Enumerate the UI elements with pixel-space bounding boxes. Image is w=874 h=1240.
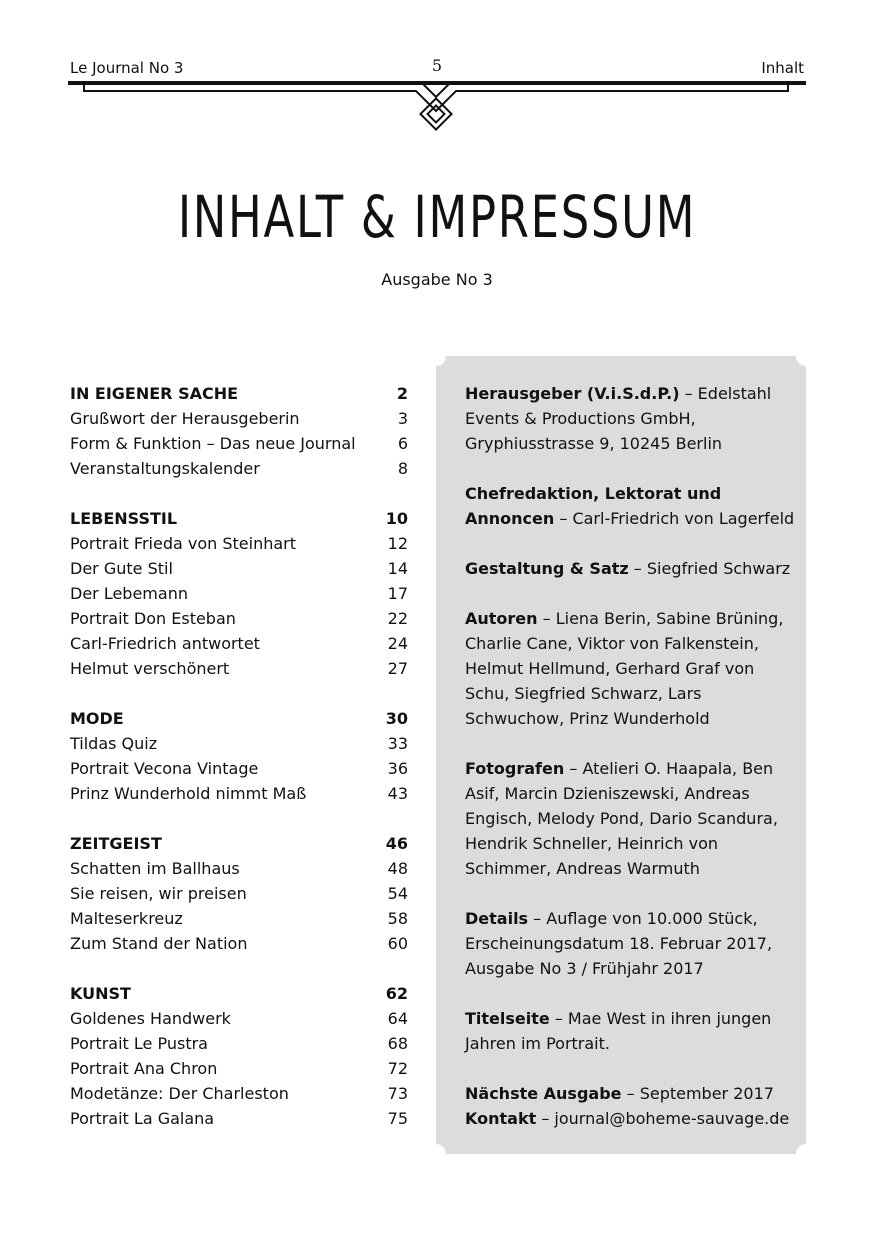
issue-subtitle: Ausgabe No 3 <box>381 270 493 289</box>
toc-section-heading <box>70 831 408 856</box>
toc-page-number: 27 <box>387 659 408 678</box>
toc-entry <box>70 1081 408 1106</box>
toc-label: Portrait Don Esteban <box>70 609 236 628</box>
running-header-left: Le Journal No 3 <box>70 59 184 77</box>
impressum-naechste-ausgabe: Nächste Ausgabe – September 2017 <box>465 1084 774 1103</box>
toc-page-number: 30 <box>385 709 408 728</box>
toc-entry <box>70 431 408 456</box>
impressum-autoren: Autoren – Liena Berin, Sabine Brüning, Charlie Cane, Viktor von Falkenstein, Helmut Hellmund, Gerhard Graf von Schu, Siegfried Schwarz, Lars Schwuchow, Prinz Wunderhold <box>465 609 784 728</box>
toc-label: Helmut verschönert <box>70 659 230 678</box>
impressum-details: Details – Auflage von 10.000 Stück, Erscheinungsdatum 18. Februar 2017, Ausgabe No 3 / Frühjahr 2017 <box>465 909 773 978</box>
toc-label: Modetänze: Der Charleston <box>70 1084 289 1103</box>
toc-entry <box>70 1006 408 1031</box>
toc-page-number: 17 <box>387 584 408 603</box>
toc-page-number: 58 <box>387 909 408 928</box>
toc-label: ZEITGEIST <box>70 834 162 853</box>
toc-entry <box>70 531 408 556</box>
toc-label: Zum Stand der Nation <box>70 934 248 953</box>
toc-entry <box>70 606 408 631</box>
toc-entry <box>70 1031 408 1056</box>
impressum-fotografen: Fotografen – Atelieri O. Haapala, Ben Asif, Marcin Dzieniszewski, Andreas Engisch, Melody Pond, Dario Scandura, Hendrik Schneller, Heinrich von Schimmer, Andreas Warmuth <box>465 759 778 878</box>
toc-page-number: 36 <box>387 759 408 778</box>
toc-label: Portrait Vecona Vintage <box>70 759 259 778</box>
toc-entry <box>70 456 408 481</box>
toc-entry <box>70 556 408 581</box>
toc-label: IN EIGENER SACHE <box>70 384 239 403</box>
toc-page-number: 48 <box>387 859 408 878</box>
toc-entry <box>70 881 408 906</box>
toc-entry <box>70 781 408 806</box>
toc-spacer <box>70 681 408 706</box>
toc-page-number: 14 <box>387 559 408 578</box>
toc-entry <box>70 731 408 756</box>
toc-page-number: 2 <box>396 384 408 403</box>
toc-page-number: 3 <box>397 409 408 428</box>
impressum-chefredaktion: Chefredaktion, Lektorat und Annoncen – Carl-Friedrich von Lagerfeld <box>465 484 795 528</box>
impressum-herausgeber: Herausgeber (V.i.S.d.P.) – Edelstahl Events & Productions GmbH, Gryphiusstrasse 9, 10245 Berlin <box>465 384 772 453</box>
impressum <box>465 381 795 1131</box>
toc-entry <box>70 1106 408 1131</box>
toc-entry <box>70 1056 408 1081</box>
toc-label: Portrait Le Pustra <box>70 1034 208 1053</box>
impressum-kontakt: Kontakt – journal@boheme-sauvage.de <box>465 1109 790 1128</box>
toc-page-number: 24 <box>387 634 408 653</box>
toc-section-heading <box>70 381 408 406</box>
toc-page-number: 6 <box>397 434 408 453</box>
toc-page-number: 54 <box>387 884 408 903</box>
toc-spacer <box>70 956 408 981</box>
art-deco-header-ornament <box>68 78 806 134</box>
running-header-right: Inhalt <box>761 59 804 77</box>
page-title: INHALT & IMPRESSUM <box>177 183 697 251</box>
toc-entry <box>70 756 408 781</box>
toc-label: Portrait Ana Chron <box>70 1059 218 1078</box>
toc-entry <box>70 856 408 881</box>
toc-label: Portrait La Galana <box>70 1109 215 1128</box>
toc-spacer <box>70 806 408 831</box>
toc-entry <box>70 406 408 431</box>
toc-section-heading <box>70 506 408 531</box>
toc-section-heading <box>70 981 408 1006</box>
toc-label: Veranstaltungskalender <box>70 459 260 478</box>
toc-page-number: 68 <box>387 1034 408 1053</box>
toc-entry <box>70 581 408 606</box>
toc-entry <box>70 656 408 681</box>
toc-page-number: 64 <box>387 1009 408 1028</box>
toc-label: Form & Funktion – Das neue Journal <box>70 434 356 453</box>
toc-label: Schatten im Ballhaus <box>70 859 240 878</box>
toc-page-number: 12 <box>387 534 408 553</box>
table-of-contents <box>70 381 408 1131</box>
toc-page-number: 60 <box>387 934 408 953</box>
toc-entry <box>70 931 408 956</box>
toc-label: Der Lebemann <box>70 584 188 603</box>
toc-page-number: 8 <box>397 459 408 478</box>
toc-page-number: 72 <box>387 1059 408 1078</box>
toc-label: Grußwort der Herausgeberin <box>70 409 300 428</box>
toc-label: Tildas Quiz <box>70 734 158 753</box>
toc-page-number: 10 <box>385 509 408 528</box>
toc-label: Prinz Wunderhold nimmt Maß <box>70 784 307 803</box>
toc-page-number: 33 <box>387 734 408 753</box>
toc-page-number: 43 <box>387 784 408 803</box>
toc-page-number: 75 <box>387 1109 408 1128</box>
impressum-gestaltung: Gestaltung & Satz – Siegfried Schwarz <box>465 559 791 578</box>
toc-label: Sie reisen, wir preisen <box>70 884 247 903</box>
toc-page-number: 62 <box>385 984 408 1003</box>
toc-label: Portrait Frieda von Steinhart <box>70 534 296 553</box>
toc-label: Malteserkreuz <box>70 909 183 928</box>
toc-spacer <box>70 481 408 506</box>
toc-page-number: 22 <box>387 609 408 628</box>
toc-label: MODE <box>70 709 124 728</box>
toc-page-number: 46 <box>385 834 408 853</box>
impressum-titelseite: Titelseite – Mae West in ihren jungen Jahren im Portrait. <box>465 1009 772 1053</box>
toc-label: KUNST <box>70 984 131 1003</box>
toc-entry <box>70 906 408 931</box>
page-number: 5 <box>431 56 443 75</box>
toc-page-number: 73 <box>387 1084 408 1103</box>
toc-label: Der Gute Stil <box>70 559 173 578</box>
toc-section-heading <box>70 706 408 731</box>
toc-entry <box>70 631 408 656</box>
toc-label: LEBENSSTIL <box>70 509 178 528</box>
toc-label: Carl-Friedrich antwortet <box>70 634 260 653</box>
toc-label: Goldenes Handwerk <box>70 1009 231 1028</box>
